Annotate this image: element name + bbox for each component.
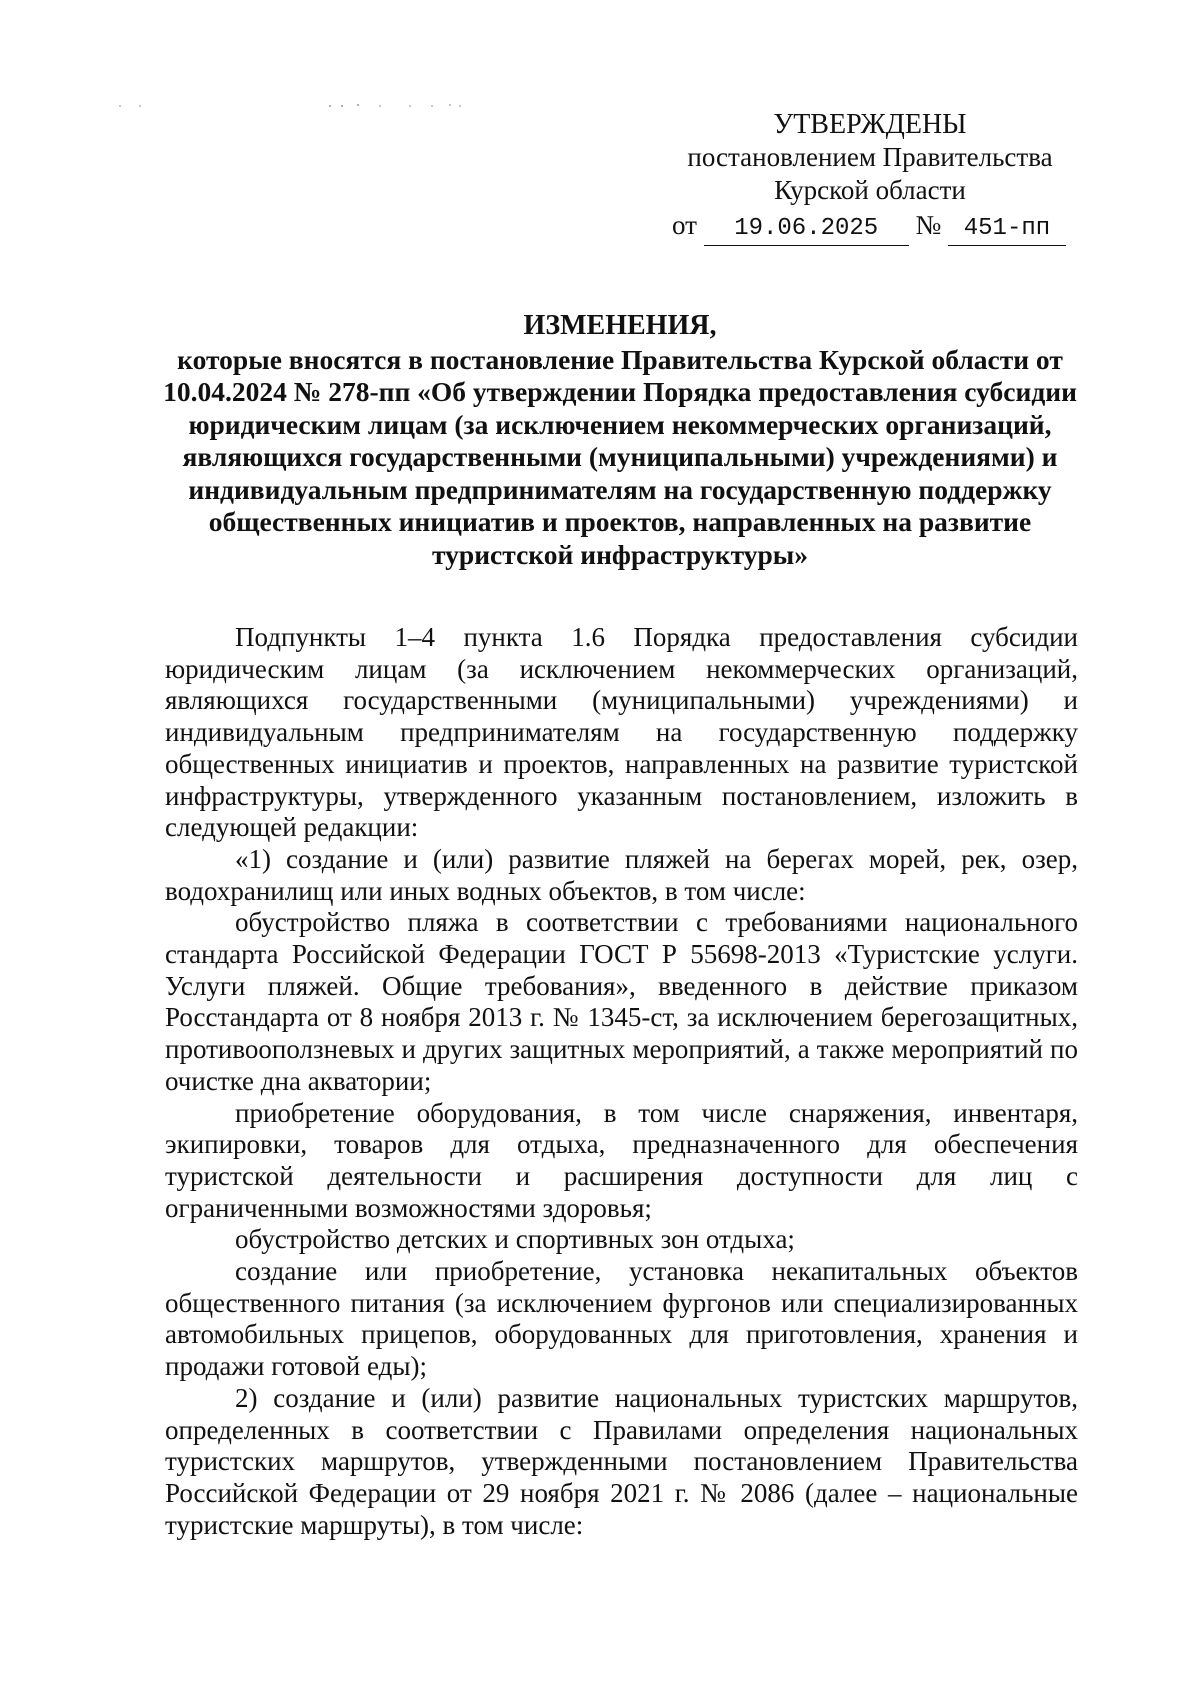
approval-line-2: Курской области xyxy=(774,175,966,205)
approval-line-1: постановлением Правительства xyxy=(687,142,1053,172)
approval-block xyxy=(670,108,1070,246)
decree-number: 451-пп xyxy=(948,212,1066,246)
paragraph: обустройство пляжа в соответствии с требованиями национального стандарта Российской Федерации ГОСТ Р 55698-2013 «Туристские услуги. Услуги пляжей. Общие требования», введенного в действие приказом Росстандарта от 8 ноября 2013 г. № 1345-ст, за исключением берегозащитных, противооползневых и других защитных мероприятий, а также мероприятий по очистке дна акватории; xyxy=(165,907,1078,1096)
scan-noise xyxy=(80,100,500,112)
paragraph: обустройство детских и спортивных зон отдыха; xyxy=(235,1224,795,1255)
decree-date: 19.06.2025 xyxy=(704,212,909,246)
paragraph: создание или приобретение, установка некапитальных объектов общественного питания (за исключением фургонов или специализированных автомобильных прицепов, оборудованных для приготовления, хранения и продажи готовой еды); xyxy=(165,1256,1078,1382)
paragraph: 2) создание и (или) развитие национальных туристских маршрутов, определенных в соответствии с Правилами определения национальных туристских маршрутов, утвержденными постановлением Правительства Российской Федерации от 29 ноября 2021 г. № 2086 (далее – национальные туристские маршруты), в том числе: xyxy=(165,1382,1078,1540)
document-heading xyxy=(160,310,1080,571)
paragraph: приобретение оборудования, в том числе снаряжения, инвентаря, экипировки, товаров для отдыха, предназначенного для обеспечения туристской деятельности и расширения доступности для лиц с ограниченными возможностями здоровья; xyxy=(165,1097,1078,1223)
approval-dateline xyxy=(670,209,1070,246)
paragraph: Подпункты 1–4 пункта 1.6 Порядка предоставления субсидии юридическим лицам (за исключением некоммерческих организаций, являющихся государственными (муниципальными) учреждениями) и индивидуальным предпринимателям на государственную поддержку общественных инициатив и проектов, направленных на развитие туристской инфраструктуры, утвержденного указанным постановлением, изложить в следующей редакции: xyxy=(165,622,1078,843)
heading-title: ИЗМЕНЕНИЯ, xyxy=(523,310,717,341)
document-body xyxy=(165,622,1078,1541)
date-prefix: от xyxy=(672,210,697,240)
heading-subtitle: которые вносятся в постановление Правительства Курской области от 10.04.2024 № 278-пп «Об утверждении Порядка предоставления субсидии юридическим лицам (за исключением некоммерческих организаций, являющихся государственными (муниципальными) учреждениями) и индивидуальным предпринимателям на государственную поддержку общественных инициатив и проектов, направленных на развитие туристской инфраструктуры» xyxy=(163,343,1077,570)
approval-title: УТВЕРЖДЕНЫ xyxy=(773,109,967,140)
paragraph: «1) создание и (или) развитие пляжей на берегах морей, рек, озер, водохранилищ или иных водных объектов, в том числе: xyxy=(165,843,1078,906)
number-sign: № xyxy=(915,210,942,240)
